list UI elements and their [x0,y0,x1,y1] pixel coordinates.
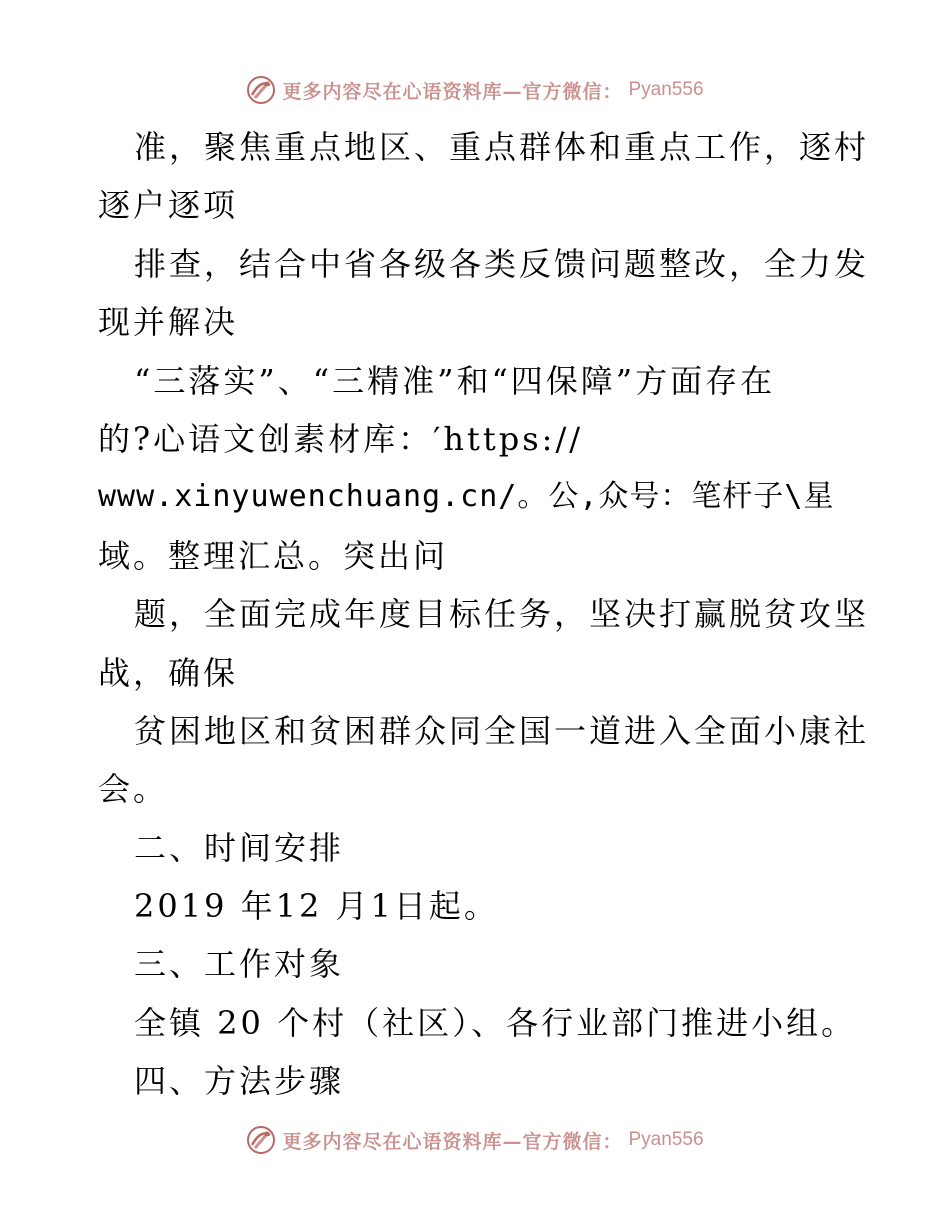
document-body [98,118,870,1111]
footer-banner-wechat-id: Pyan556 [628,1129,704,1150]
body-text-line: 现并解决 [98,303,239,342]
body-text-line: “三落实”、“三精准”和“四保障”方面存在 [134,361,776,400]
body-text-line: 排查，结合中省各级各类反馈问题整改，全力发 [134,244,870,283]
footer-watermark-banner [0,1120,950,1160]
body-text-line: 的?心语文创素材库：′https:// [98,419,584,458]
body-text-line: 四、方法步骤 [134,1062,345,1101]
body-text-line: 三、工作对象 [134,945,345,984]
body-text-line: 2019 年12 月1日起。 [134,887,499,926]
body-text-line: www.xinyuwenchuang.cn/。公,众号：笔杆子\星 [98,479,835,515]
body-text-line: 题，全面完成年度目标任务，坚决打赢脱贫攻坚 [134,595,870,634]
brand-logo-icon [246,75,276,105]
header-watermark-banner [0,70,950,110]
body-text-line: 贫困地区和贫困群众同全国一道进入全面小康社 [134,711,870,750]
brand-logo-icon [246,1125,276,1155]
body-text-line: 准，聚焦重点地区、重点群体和重点工作，逐村 [134,128,870,166]
body-text-line: 战，确保 [98,653,239,692]
header-banner-text: 更多内容尽在心语资料库—官方微信： [282,80,623,103]
body-text-line: 二、时间安排 [134,828,345,867]
body-text-line: 逐户逐项 [98,186,239,225]
header-banner-wechat-id: Pyan556 [628,79,704,100]
body-text-line: 会。 [98,770,169,809]
footer-banner-text: 更多内容尽在心语资料库—官方微信： [282,1130,623,1153]
body-text-line: 全镇 20 个村（社区）、各行业部门推进小组。 [134,1003,857,1042]
body-text-line: 域。整理汇总。突出问 [98,536,449,575]
